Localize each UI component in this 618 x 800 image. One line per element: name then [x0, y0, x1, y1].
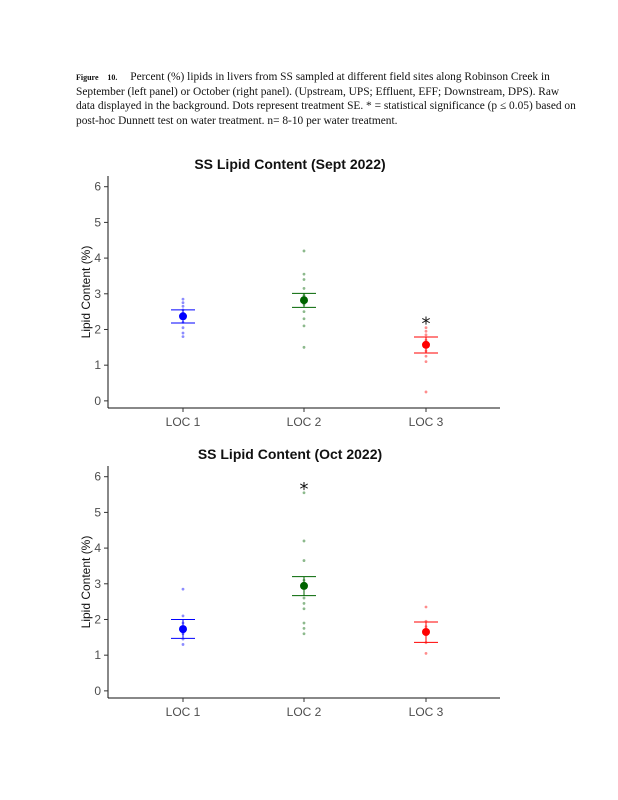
- raw-data-point: [303, 273, 306, 276]
- x-tick-label: LOC 1: [165, 705, 201, 719]
- chart-oct-2022: [0, 440, 618, 725]
- raw-data-point: [303, 559, 306, 562]
- y-tick-label: 4: [94, 251, 101, 266]
- raw-data-point: [303, 602, 306, 605]
- figure-number: 10.: [107, 73, 118, 82]
- x-tick-label: LOC 3: [408, 705, 444, 719]
- raw-data-point: [182, 332, 185, 335]
- mean-point: [179, 312, 187, 320]
- significance-marker: *: [299, 478, 309, 500]
- raw-data-point: [303, 632, 306, 635]
- caption-text: Percent (%) lipids in livers from SS sampled at different field sites along Robinson Creek in September (left panel) or October (right panel). (Upstream, UPS; Effluent, EFF; Downstream, DPS). Raw data displayed in the background. Dots represent treatment SE. * = statistical significance (p ≤ 0.05) based on post-hoc Dunnett test on water treatment. n= 8-10 per water treatment.: [76, 71, 576, 127]
- y-axis-label: Lipid Content (%): [79, 535, 93, 629]
- y-tick-label: 2: [94, 612, 101, 627]
- mean-point: [300, 296, 308, 304]
- raw-data-point: [303, 250, 306, 253]
- raw-data-point: [182, 643, 185, 646]
- y-tick-label: 3: [94, 576, 101, 591]
- raw-data-point: [182, 588, 185, 591]
- raw-data-point: [303, 346, 306, 349]
- mean-point: [300, 582, 308, 590]
- raw-data-point: [303, 310, 306, 313]
- raw-data-point: [425, 606, 428, 609]
- chart-title: SS Lipid Content (Oct 2022): [197, 446, 383, 462]
- y-tick-label: 0: [94, 393, 101, 408]
- y-tick-label: 1: [94, 648, 101, 663]
- raw-data-point: [303, 317, 306, 320]
- raw-data-point: [425, 652, 428, 655]
- y-tick-label: 0: [94, 683, 101, 698]
- y-axis-label: Lipid Content (%): [79, 245, 93, 339]
- y-tick-label: 3: [94, 286, 101, 301]
- raw-data-point: [303, 627, 306, 630]
- mean-point: [422, 628, 430, 636]
- chart-title: SS Lipid Content (Sept 2022): [194, 156, 386, 172]
- y-tick-label: 2: [94, 322, 101, 337]
- mean-point: [422, 341, 430, 349]
- raw-data-point: [425, 391, 428, 394]
- mean-point: [179, 625, 187, 633]
- raw-data-point: [303, 325, 306, 328]
- raw-data-point: [182, 305, 185, 308]
- raw-data-point: [182, 615, 185, 618]
- raw-data-point: [303, 287, 306, 290]
- y-tick-label: 4: [94, 541, 101, 556]
- raw-data-point: [182, 335, 185, 338]
- x-tick-label: LOC 2: [286, 415, 322, 429]
- raw-data-point: [303, 607, 306, 610]
- raw-data-point: [303, 597, 306, 600]
- raw-data-point: [303, 540, 306, 543]
- x-tick-label: LOC 2: [286, 705, 322, 719]
- figure-label: Figure: [76, 73, 99, 82]
- y-tick-label: 6: [94, 469, 101, 484]
- raw-data-point: [182, 326, 185, 329]
- chart-sept-2022: [0, 150, 618, 435]
- x-tick-label: LOC 1: [165, 415, 201, 429]
- raw-data-point: [425, 360, 428, 363]
- raw-data-point: [182, 298, 185, 301]
- raw-data-point: [182, 301, 185, 304]
- x-tick-label: LOC 3: [408, 415, 444, 429]
- raw-data-point: [425, 355, 428, 358]
- y-tick-label: 6: [94, 179, 101, 194]
- significance-marker: *: [421, 313, 431, 335]
- y-tick-label: 5: [94, 215, 101, 230]
- y-tick-label: 5: [94, 505, 101, 520]
- y-tick-label: 1: [94, 358, 101, 373]
- raw-data-point: [303, 278, 306, 281]
- raw-data-point: [303, 622, 306, 625]
- figure-caption: [76, 70, 576, 128]
